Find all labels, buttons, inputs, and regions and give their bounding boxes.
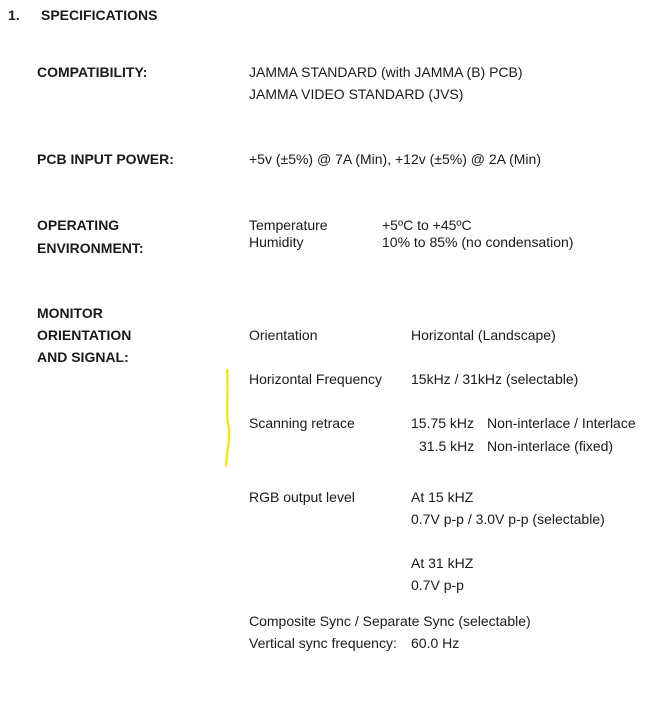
environment-label-2: ENVIRONMENT: [37,240,144,256]
rgb-31khz-heading: At 31 kHZ [411,555,474,571]
horizontal-frequency-label: Horizontal Frequency [249,371,383,387]
rgb-output-label: RGB output level [249,489,355,505]
monitor-label-3: AND SIGNAL: [37,349,129,365]
orientation-value: Horizontal (Landscape) [411,327,556,343]
rgb-15khz-heading: At 15 kHZ [411,489,474,505]
highlighter-mark [222,368,234,468]
compatibility-value-2: JAMMA VIDEO STANDARD (JVS) [249,86,464,102]
compatibility-value-1: JAMMA STANDARD (with JAMMA (B) PCB) [249,64,523,80]
monitor-label-2: ORIENTATION [37,327,132,343]
horizontal-frequency-value: 15kHz / 31kHz (selectable) [411,371,579,387]
environment-label-1: OPERATING [37,217,120,233]
rgb-15khz-value: 0.7V p-p / 3.0V p-p (selectable) [411,511,605,527]
retrace-mode-1: Non-interlace / Interlace [487,415,636,431]
retrace-frequency-2: 31.5 kHz [419,438,475,454]
sync-type: Composite Sync / Separate Sync (selectable) [249,613,531,629]
power-value: +5v (±5%) @ 7A (Min), +12v (±5%) @ 2A (Min) [249,151,541,167]
vertical-sync-value: 60.0 Hz [411,635,460,651]
rgb-31khz-value: 0.7V p-p [411,577,464,593]
retrace-mode-2: Non-interlace (fixed) [487,438,614,454]
vertical-sync-label: Vertical sync frequency: [249,635,397,651]
humidity-label: Humidity [249,234,304,250]
section-number: 1. [8,7,20,23]
compatibility-label: COMPATIBILITY: [37,64,148,80]
scanning-retrace-label: Scanning retrace [249,415,355,431]
temperature-value: +5ºC to +45ºC [382,217,472,233]
retrace-frequency-1: 15.75 kHz [411,415,475,431]
orientation-label: Orientation [249,327,318,343]
section-title: SPECIFICATIONS [41,7,158,23]
humidity-value: 10% to 85% (no condensation) [382,234,574,250]
power-label: PCB INPUT POWER: [37,151,174,167]
temperature-label: Temperature [249,217,328,233]
monitor-label-1: MONITOR [37,305,103,321]
